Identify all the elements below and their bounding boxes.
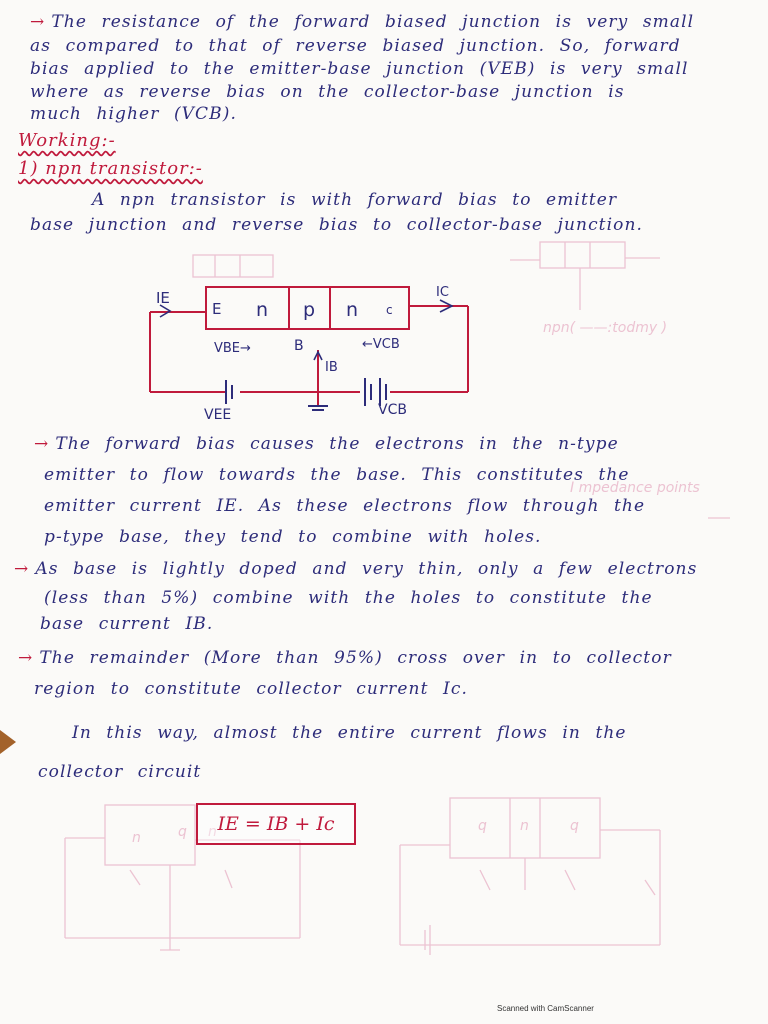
line-text: emitter current IE. As these electrons flow through the [44, 496, 646, 516]
circuit-label-vee: VEE [204, 407, 232, 423]
line-text: as compared to that of reverse biased junction. So, forward [30, 36, 681, 56]
line-text: p-type base, they tend to combine with holes. [44, 527, 542, 547]
text-line [18, 648, 738, 668]
circuit-label-b: B [294, 338, 304, 354]
line-text: bias applied to the emitter-base junction (VEB) is very small [30, 59, 689, 79]
line-text: collector circuit [38, 762, 202, 782]
working-heading: Working:- [18, 130, 116, 151]
line-text: As base is lightly doped and very thin, only a few electrons [35, 559, 698, 579]
svg-text:n: n [132, 830, 141, 846]
circuit-label-ie: IE [156, 289, 170, 307]
text-line [44, 588, 764, 608]
scanner-footer: Scanned with CamScanner [497, 1004, 594, 1013]
line-text: where as reverse bias on the collector-base junction is [30, 82, 625, 102]
svg-text:n: n [520, 818, 529, 834]
line-text: The forward bias causes the electrons in the n-type [55, 434, 619, 454]
svg-text:q: q [478, 818, 487, 834]
circuit-label-vcb-bottom: VCB [378, 402, 407, 418]
page-edge-mark [0, 730, 16, 754]
line-text: In this way, almost the entire current flows in the [72, 723, 627, 743]
line-text: A npn transistor is with forward bias to emitter [92, 190, 618, 210]
npn-transistor-heading: 1) npn transistor:- [18, 158, 203, 179]
line-text: (less than 5%) combine with the holes to constitute the [44, 588, 653, 608]
line-text: The remainder (More than 95%) cross over in to collector [39, 648, 672, 668]
svg-text:q: q [570, 818, 579, 834]
text-line [38, 762, 758, 782]
svg-text:q: q [178, 824, 187, 840]
line-text: much higher (VCB). [30, 104, 237, 124]
text-line [14, 559, 734, 579]
circuit-label-e: E [212, 300, 222, 318]
text-line [72, 723, 768, 743]
arrow-icon: → [30, 12, 46, 32]
text-line [34, 679, 754, 699]
text-line [44, 496, 764, 516]
text-line [44, 527, 764, 547]
svg-text:I mpedance points: I mpedance points [570, 480, 700, 496]
line-text: base current IB. [40, 614, 214, 634]
arrow-icon: → [14, 559, 30, 579]
svg-text:n: n [208, 824, 217, 840]
current-equation: IE = IB + Ic [196, 803, 356, 845]
circuit-label-ib: IB [325, 360, 338, 375]
circuit-label-n1: n [256, 299, 269, 321]
line-text: region to constitute collector current Ic. [34, 679, 468, 699]
text-line [40, 614, 760, 634]
line-text: The resistance of the forward biased junction is very small [51, 12, 695, 32]
line-text: emitter to flow towards the base. This constitutes the [44, 465, 630, 485]
arrow-icon: → [18, 648, 34, 668]
line-text: base junction and reverse bias to collector-base junction. [30, 215, 644, 235]
circuit-label-ic: IC [436, 285, 449, 300]
text-line [34, 434, 754, 454]
circuit-label-vbe: VBE→ [214, 341, 251, 356]
circuit-label-p: p [303, 299, 316, 321]
svg-text:npn( ——:todmy ): npn( ——:todmy ) [543, 320, 668, 336]
arrow-icon: → [34, 434, 50, 454]
text-line [44, 465, 764, 485]
circuit-label-c: c [386, 303, 393, 317]
circuit-label-vcb: ←VCB [362, 337, 400, 352]
circuit-label-n2: n [346, 299, 359, 321]
